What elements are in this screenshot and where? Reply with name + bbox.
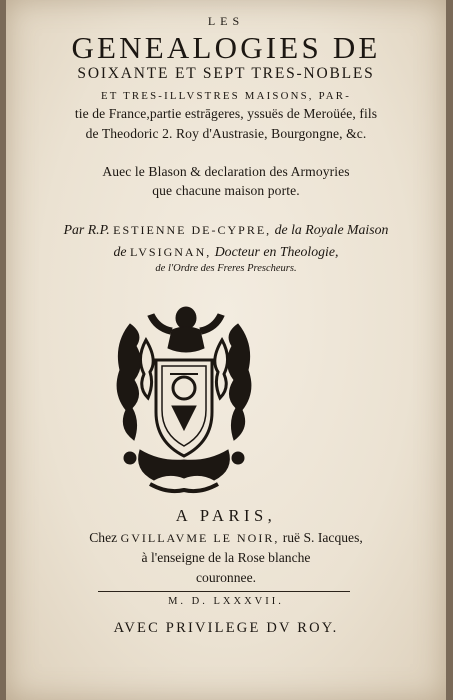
blason-line-2: que chacune maison porte. xyxy=(152,183,300,198)
subtitle-line-2: ET TRES-ILLVSTRES MAISONS, PAR- xyxy=(101,90,351,102)
imprint-city: A PARIS, xyxy=(175,506,277,525)
subtitle-line-4: de Theodoric 2. Roy d'Austrasie, Bourgongne, &c. xyxy=(85,126,367,141)
royal-privilege: AVEC PRIVILEGE DV ROY. xyxy=(113,620,339,636)
divider-rule xyxy=(98,591,350,592)
imprint-printer-name: GVILLAVME LE NOIR, xyxy=(120,531,280,545)
title-page xyxy=(6,0,446,700)
author-house: de la Royale Maison xyxy=(274,222,389,237)
imprint-printer xyxy=(6,530,446,546)
author-de: de xyxy=(113,244,127,259)
author-order: de l'Ordre des Freres Prescheurs. xyxy=(155,263,297,274)
imprint-sign: à l'enseigne de la Rose blanche xyxy=(141,550,311,565)
page-title: GENEALOGIES DE xyxy=(71,30,381,65)
author-line-1 xyxy=(6,222,446,238)
subtitle-line-3: tie de France,partie estrāgeres, yssuës de Meroüée, fils xyxy=(74,106,378,121)
imprint-chez: Chez xyxy=(89,530,118,545)
author-lusignan: LVSIGNAN, xyxy=(130,245,212,259)
printers-device-crest-icon xyxy=(110,300,258,500)
title-article: LES xyxy=(207,14,245,28)
imprint-year: M. D. LXXXVII. xyxy=(168,596,284,607)
author-prefix: Par R.P. xyxy=(63,222,110,237)
imprint-street: ruë S. Iacques, xyxy=(282,530,363,545)
author-degree: Docteur en Theologie, xyxy=(214,244,339,259)
subtitle-line-1: SOIXANTE ET SEPT TRES-NOBLES xyxy=(77,65,375,82)
author-name: ESTIENNE DE-CYPRE, xyxy=(113,223,272,237)
author-line-2 xyxy=(6,244,446,260)
blason-line-1: Auec le Blason & declaration des Armoyries xyxy=(102,164,350,179)
imprint-sign-2: couronnee. xyxy=(195,570,256,585)
